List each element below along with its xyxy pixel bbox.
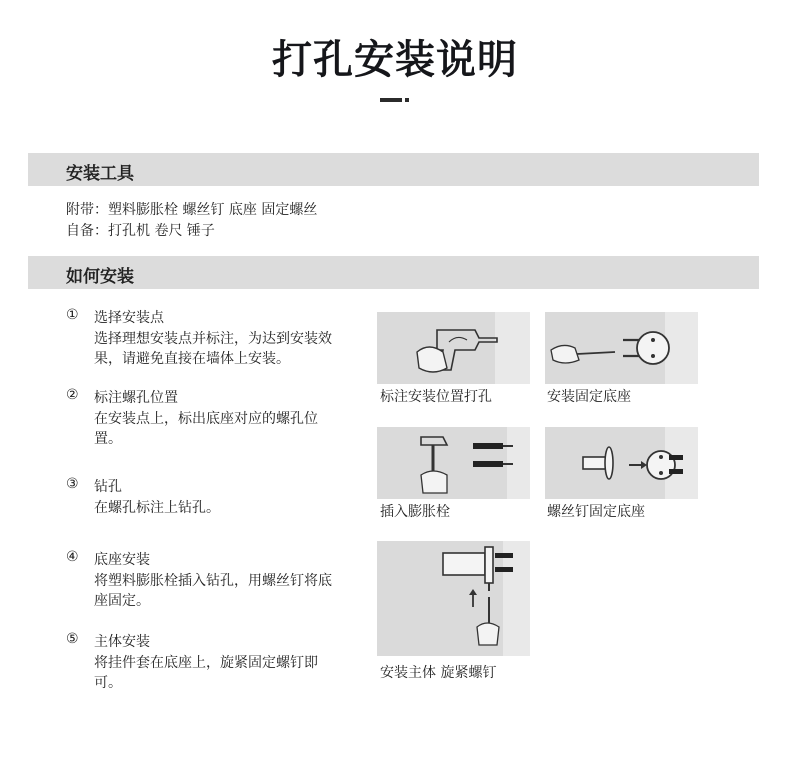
tools-self-provided: 自备：打孔机 卷尺 锤子 [66,223,215,239]
tools-list [66,200,317,242]
figure-base-screw [545,427,698,499]
step-heading: 选择安装点 [94,310,164,326]
title-underline [380,98,402,102]
install-section-bar [28,256,759,289]
step-description: 在螺孔标注上钻孔。 [94,500,220,516]
figure-drill [377,312,530,384]
step-heading: 主体安装 [94,634,150,650]
tools-section-heading: 安装工具 [66,164,134,184]
page-title: 打孔安装说明 [272,37,518,83]
step-number: ⑤ [66,631,79,647]
figure-caption: 插入膨胀栓 [380,504,450,520]
figure-caption: 螺丝钉固定底座 [547,504,645,520]
step-description: 选择理想安装点并标注，为达到安装效果，请避免直接在墙体上安装。 [94,331,332,367]
step-heading: 标注螺孔位置 [94,390,178,406]
figure-caption: 标注安装位置打孔 [380,389,492,405]
step-heading: 底座安装 [94,552,150,568]
step-description: 在安装点上，标出底座对应的螺孔位置。 [94,411,318,447]
step-heading: 钻孔 [94,479,122,495]
tools-included: 附带：塑料膨胀栓 螺丝钉 底座 固定螺丝 [66,202,318,218]
step-description: 将挂件套在底座上，旋紧固定螺钉即可。 [94,655,318,691]
hammer-anchor-icon [377,427,530,499]
step-number: ④ [66,549,79,565]
figure-hammer-anchor [377,427,530,499]
step-description: 将塑料膨胀栓插入钻孔，用螺丝钉将底座固定。 [94,573,332,609]
drill-icon [377,312,530,384]
tools-section-bar [28,153,759,186]
title-dot [405,98,409,102]
figure-caption: 安装固定底座 [547,389,631,405]
step-number: ③ [66,476,79,492]
figure-mount-body [377,541,530,656]
screwdriver-base-icon [545,312,698,384]
mount-body-icon [377,541,530,656]
step-number: ② [66,387,79,403]
base-screw-icon [545,427,698,499]
install-section-heading: 如何安装 [66,267,134,287]
figure-caption: 安装主体 旋紧螺钉 [380,665,497,681]
step-number: ① [66,307,79,323]
figure-screwdriver-base [545,312,698,384]
